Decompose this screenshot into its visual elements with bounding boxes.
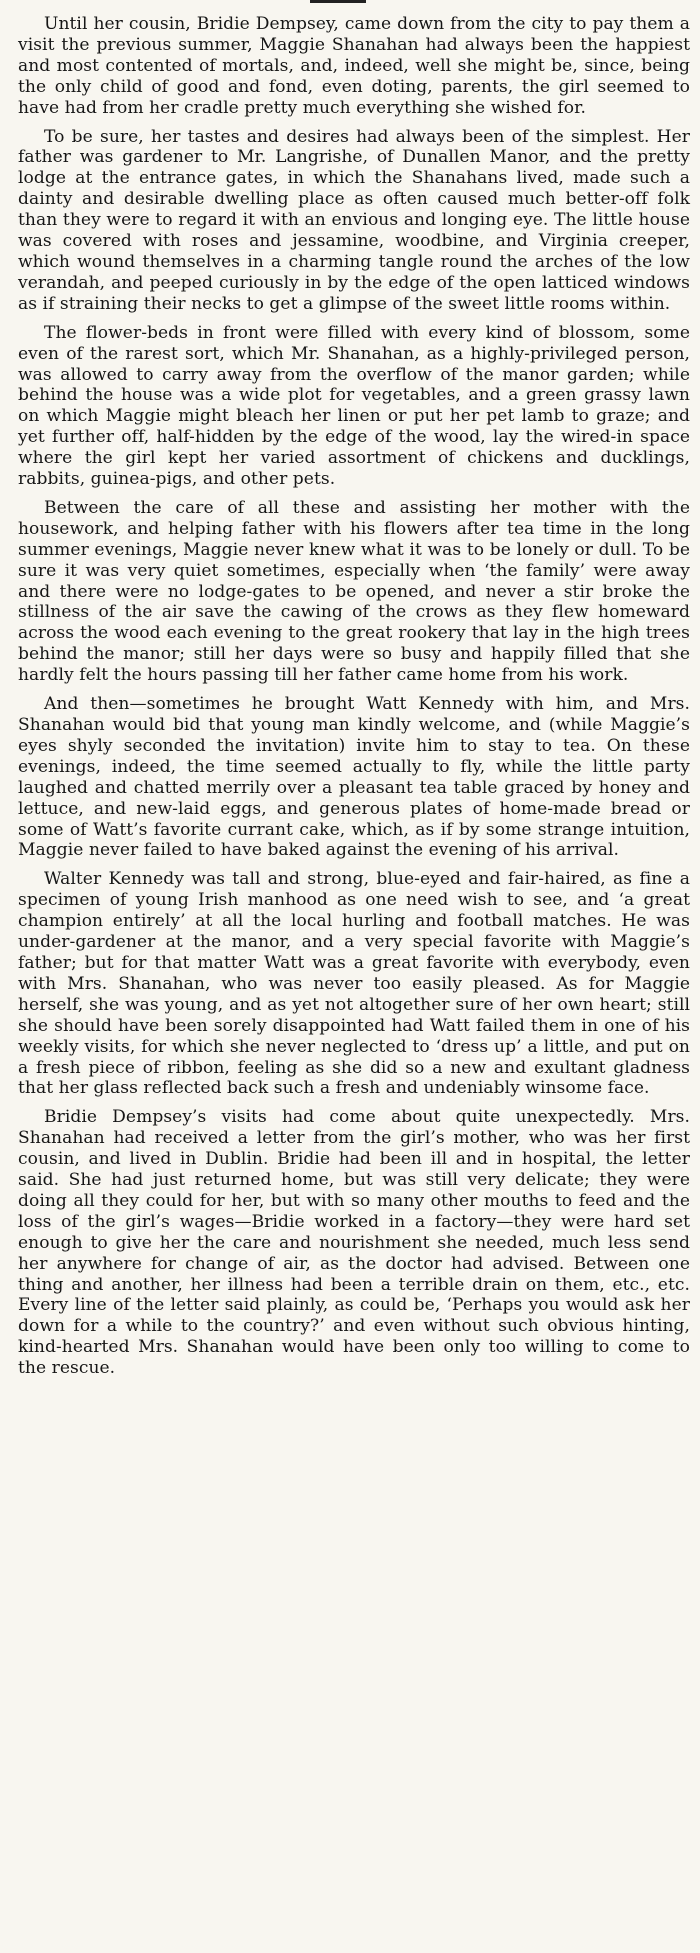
paragraph-6: Walter Kennedy was tall and strong, blue-eyed and fair-haired, as fine a specimen of young Irish manhood as one need wish to see, and ‘a great champion entirely’ at all the local hurling and football matches. He was under-gardener at the manor, and a very special favorite with Maggie’s father; but for that matter Watt was a great favorite with everybody, even with Mrs. Shanahan, who was never too easily pleased. As for Maggie herself, she was young, and as yet not altogether sure of her own heart; still she should have been sorely disappointed had Watt failed them in one of his weekly visits, for which she never neglected to ‘dress up’ a little, and put on a fresh piece of ribbon, feeling as she did so a new and exultant gladness that her glass reflected back such a fresh and undeniably winsome face. <box>18 869 690 1099</box>
paragraph-7: Bridie Dempsey’s visits had come about quite unexpectedly. Mrs. Shanahan had received a letter from the girl’s mother, who was her first cousin, and lived in Dublin. Bridie had been ill and in hospital, the letter said. She had just returned home, but was still very delicate; they were doing all they could for her, but with so many other mouths to feed and the loss of the girl’s wages—Bridie worked in a factory—they were hard set enough to give her the care and nourishment she needed, much less send her anywhere for change of air, as the doctor had advised. Between one thing and another, her illness had been a terrible drain on them, etc., etc. Every line of the letter said plainly, as could be, ‘Perhaps you would ask her down for a while to the country?’ and even without such obvious hinting, kind-hearted Mrs. Shanahan would have been only too willing to come to the rescue. <box>18 1107 690 1379</box>
paragraph-3: The flower-beds in front were filled with every kind of blossom, some even of the rarest sort, which Mr. Shanahan, as a highly-privileged person, was allowed to carry away from the overflow of the manor garden; while behind the house was a wide plot for vegetables, and a green grassy lawn on which Maggie might bleach her linen or put her pet lamb to graze; and yet further off, half-hidden by the edge of the wood, lay the wired-in space where the girl kept her varied assortment of chickens and ducklings, rabbits, guinea-pigs, and other pets. <box>18 322 690 490</box>
paragraph-1: Until her cousin, Bridie Dempsey, came down from the city to pay them a visit the previous summer, Maggie Shanahan had always been the happiest and most contented of mortals, and, indeed, well she might be, since, being the only child of good and fond, even doting, parents, the girl seemed to have had from her cradle pretty much everything she wished for. <box>18 14 690 118</box>
top-rule-divider <box>310 0 366 3</box>
paragraph-4: Between the care of all these and assisting her mother with the housework, and helping father with his flowers after tea time in the long summer evenings, Maggie never knew what it was to be lonely or dull. To be sure it was very quiet sometimes, especially when ‘the family’ were away and there were no lodge-gates to be opened, and never a stir broke the stillness of the air save the cawing of the crows as they flew homeward across the wood each evening to the great rookery that lay in the high trees behind the manor; still her days were so busy and happily filled that she hardly felt the hours passing till her father came home from his work. <box>18 497 690 686</box>
paragraph-2: To be sure, her tastes and desires had always been of the simplest. Her father was gardener to Mr. Langrishe, of Dunallen Manor, and the pretty lodge at the entrance gates, in which the Shanahans lived, made such a dainty and desirable dwelling place as often caused much better-off folk than they were to regard it with an envious and longing eye. The little house was covered with roses and jessamine, woodbine, and Virginia creeper, which wound themselves in a charming tangle round the arches of the low verandah, and peeped curiously in by the edge of the open latticed windows as if straining their necks to get a glimpse of the sweet little rooms within. <box>18 126 690 314</box>
story-text <box>18 14 690 1379</box>
paragraph-5: And then—sometimes he brought Watt Kennedy with him, and Mrs. Shanahan would bid that young man kindly welcome, and (while Maggie’s eyes shyly seconded the invitation) invite him to stay to tea. On these evenings, indeed, the time seemed actually to fly, while the little party laughed and chatted merrily over a pleasant tea table graced by honey and lettuce, and new-laid eggs, and generous plates of home-made bread or some of Watt’s favorite currant cake, which, as if by some strange intuition, Maggie never failed to have baked against the evening of his arrival. <box>18 694 690 861</box>
